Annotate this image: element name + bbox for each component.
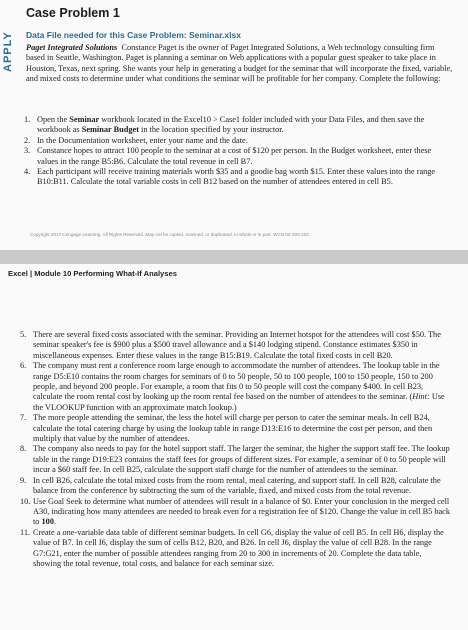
step-11: 11. Create a one-variable data table of different seminar budgets. In cell G6, display the value of cell B5. In cell H6, display the value of B7. In cell I6, display the sum of cells B12, B20, and B26. In cell J6, display the value of cell B28. In the range G7:G21, enter the number of possible attendees ranging from 20 to 300 in increments of 20. Complete the data table, showing the total revenue, total costs, and balance for each seminar size. [20, 527, 444, 568]
page-1 [0, 0, 468, 250]
step-2: 2. In the Documentation worksheet, enter your name and the date. [24, 135, 248, 145]
steps-list-2 [20, 330, 450, 569]
intro-text: Constance Paget is the owner of Paget Integrated Solutions, a Web technology consulting firm based in Seattle, Washington. Paget is planning a seminar on Web applications with a popular guest speaker to take place in Houston, Texas, next spring. She wants your help in generating a budget for the seminar that will incorporate the fixed, variable, and mixed costs to determine under what conditions the seminar will be profitable for her company. Complete the following: [26, 43, 453, 84]
case-problem-title: Case Problem 1 [26, 6, 120, 20]
step-10: 10. Use Goal Seek to determine what number of attendees will result in a balance of $0. Enter your conclusion in the merged cell A30, indicating how many attendees are needed to break even for a registration fee of $120. Change the value in cell B5 back to 100. [20, 496, 450, 527]
step-7: 7. The more people attending the seminar, the less the hotel will charge per person to cater the seminar meals. In cell B24, calculate the total catering charge by using the lookup table in range D13:E16 to determine the cost per person, and then multiply that value by the number of attendees. [20, 413, 433, 444]
intro-lead: Paget Integrated Solutions [26, 43, 118, 52]
data-file-line: Data File needed for this Case Problem: Seminar.xlsx [26, 30, 241, 40]
step-8: 8. The company also needs to pay for the hotel support staff. The larger the seminar, the higher the support staff fee. The lookup table in the range D19:E23 contains the staff fees for groups of different sizes. For example, a seminar of 0 to 50 people will incur a $60 staff fee. In cell B25, calculate the support staff charge for the number of attendees to the seminar. [20, 444, 450, 475]
module-header: Excel | Module 10 Performing What-If Analyses [8, 269, 177, 278]
step-6: 6. The company must rent a conference room large enough to accommodate the number of attendees. The lookup table in the range D5:E10 contains the room charges for seminars of 0 to 50 people, 50 to 100 people, 100 to 150 people, 150 to 200 people, and beyond 200 people. For example, a room that fits 0 to 50 people will cost the company $400. In cell B23, calculate the room rental cost by looking up the room rental fee based on the number of attendees to the seminar. (Hint: Use the VLOOKUP function with an approximate match lookup.) [20, 361, 445, 412]
step-3: 3. Constance hopes to attract 100 people to the seminar at a cost of $120 per person. In the Budget worksheet, enter these values in the range B5:B6. Calculate the total revenue in cell B7. [24, 146, 432, 166]
intro-paragraph [26, 43, 454, 85]
step-5: 5. There are several fixed costs associated with the seminar. Providing an Internet hotspot for the attendees will cost $50. The seminar speaker's fee is $900 plus a $500 travel allowance and a $140 lodging stipend. Constance estimates $350 in miscellaneous expenses. Enter these values in the range B15:B19. Calculate the total fixed costs in cell B20. [20, 330, 441, 360]
copyright-notice: Copyright 2017 Cengage Learning. All Rights Reserved. May not be copied, scanned, or duplicated, in whole or in part. WCN 02-200-203 [30, 232, 309, 237]
page-2 [0, 264, 468, 630]
step-1: 1. Open the Seminar workbook located in the Excel10 > Case1 folder included with your Data Files, and then save the workbook as Seminar Budget in the location specified by your instructor. [24, 115, 425, 135]
apply-side-tab: APPLY [2, 31, 14, 73]
step-9: 9. In cell B26, calculate the total mixed costs from the room rental, meal catering, and support staff. In cell B28, calculate the balance from the conference by subtracting the sum of the variable, fixed, and mixed costs from the total revenue. [20, 475, 441, 496]
steps-list-1 [24, 115, 442, 188]
step-4: 4. Each participant will receive training materials worth $35 and a goodie bag worth $15. Enter these values into the range B10:B11. Calculate the total variable costs in cell B12 based on the number of attendees entered in cell B5. [24, 167, 436, 187]
